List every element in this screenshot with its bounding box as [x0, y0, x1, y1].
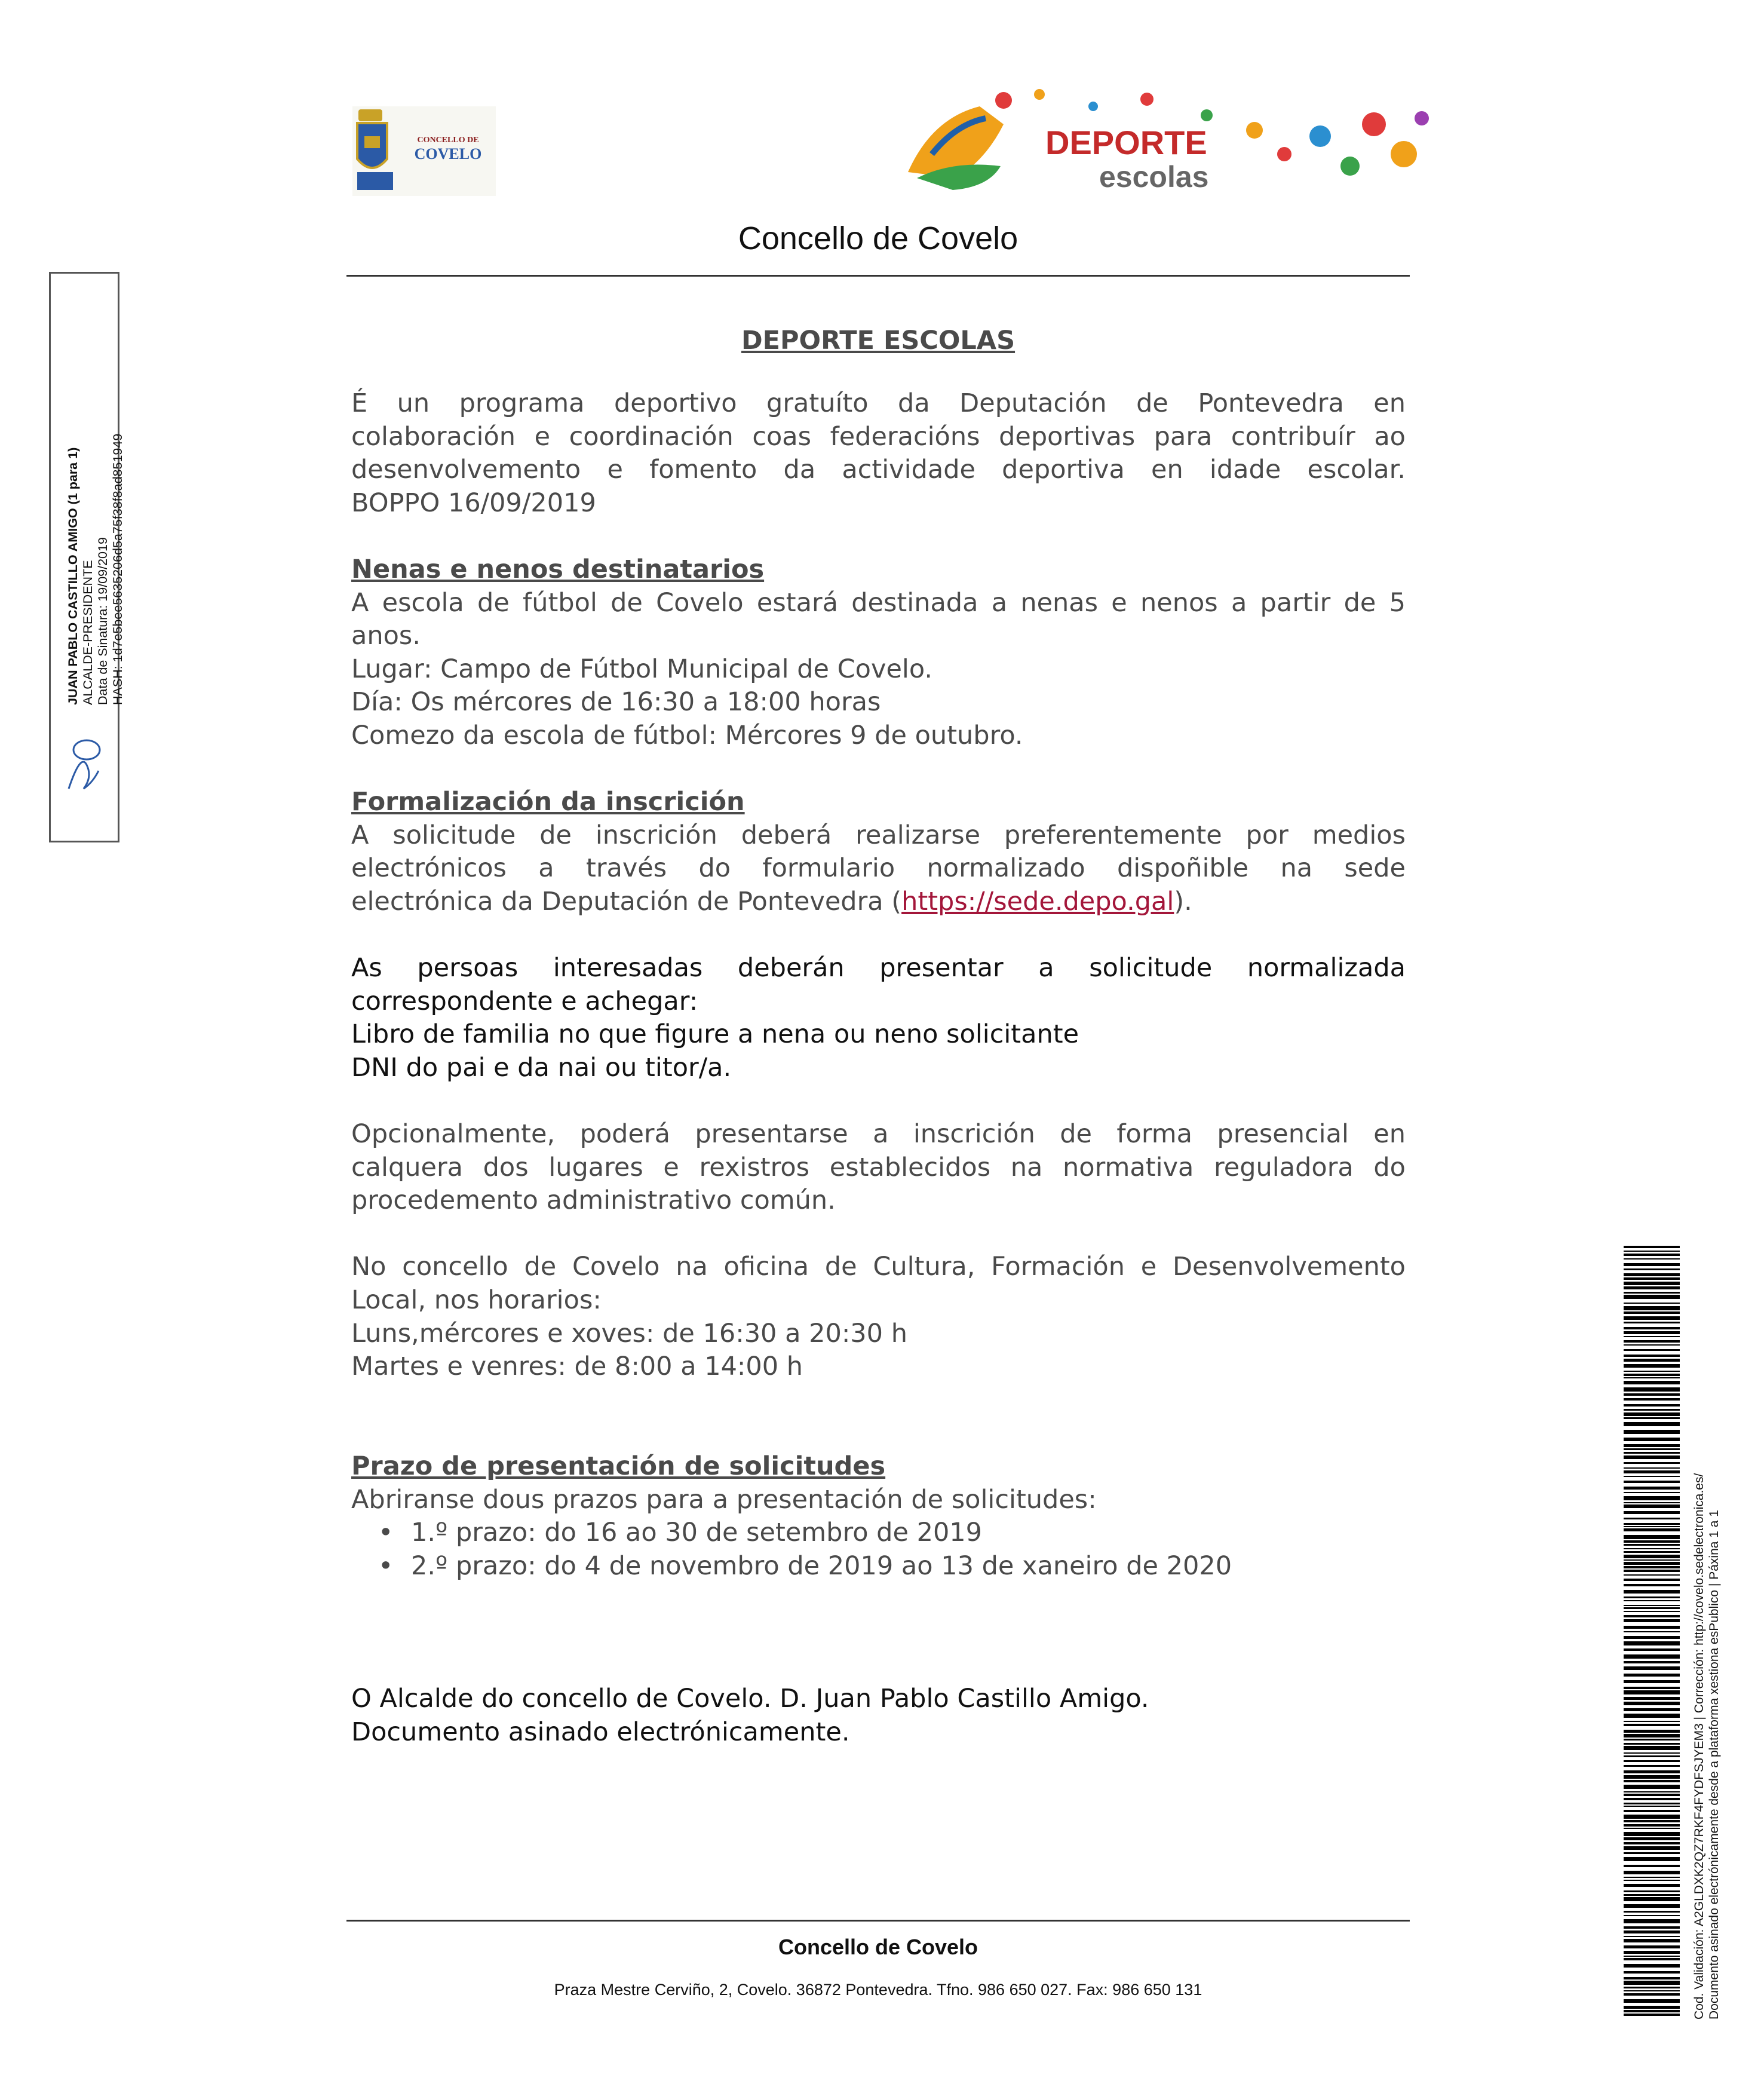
- barcode-bar: [1624, 1555, 1680, 1558]
- attach-line: correspondente e achegar:: [351, 986, 698, 1016]
- barcode-bar: [1624, 1730, 1680, 1733]
- barcode-bar: [1624, 1852, 1680, 1854]
- barcode-bar: [1624, 1579, 1680, 1581]
- barcode-bar: [1624, 1409, 1680, 1411]
- footer-title: Concello de Covelo: [778, 1935, 978, 1959]
- barcode-bar: [1624, 1535, 1680, 1539]
- barcode-bar: [1624, 1523, 1680, 1525]
- barcode-bar: [1624, 1611, 1680, 1612]
- attach-line: Libro de familia no que figure a nena ou neno solicitante: [351, 1019, 1079, 1050]
- document-body: [351, 387, 1406, 1749]
- closing-line: O Alcalde do concello de Covelo. D. Juan Pablo Castillo Amigo.: [351, 1684, 1149, 1714]
- registration-prefix: electrónica da Deputación de Pontevedra (: [351, 886, 902, 917]
- barcode-bar: [1624, 1894, 1680, 1896]
- barcode-bar: [1624, 1626, 1680, 1629]
- barcode-bar: [1624, 1371, 1680, 1372]
- barcode-bar: [1624, 1641, 1680, 1645]
- validation-platform: Documento asinado electrónicamente desde a plataforma xestiona esPublico | Páxina 1 a 1: [1707, 1510, 1721, 2020]
- barcode-bar: [1624, 1743, 1680, 1745]
- barcode-bar: [1624, 2014, 1680, 2016]
- barcode-bar: [1624, 1562, 1680, 1565]
- registration-suffix: ).: [1174, 886, 1192, 917]
- barcode-bar: [1624, 1661, 1680, 1663]
- barcode-bar: [1624, 1680, 1680, 1683]
- barcode-bar: [1624, 1381, 1680, 1384]
- barcode-bar: [1624, 1359, 1680, 1362]
- barcode-bar: [1624, 1295, 1680, 1299]
- barcode-bar: [1624, 1570, 1680, 1572]
- recipients-heading: Nenas e nenos destinatarios: [351, 554, 765, 584]
- deadline-item: • 2.º prazo: do 4 de novembro de 2019 ao 13 de xaneiro de 2020: [378, 1550, 1406, 1583]
- barcode-bar: [1624, 1915, 1680, 1916]
- barcode-bar: [1624, 1930, 1680, 1933]
- barcode-bar: [1624, 1331, 1680, 1334]
- barcode-bar: [1624, 1518, 1680, 1519]
- header-divider: [346, 275, 1410, 277]
- barcode-bar: [1624, 1926, 1680, 1929]
- barcode-bar: [1624, 1619, 1680, 1622]
- barcode-bar: [1624, 1422, 1680, 1426]
- barcode-bar: [1624, 1636, 1680, 1639]
- barcode-bar: [1624, 1292, 1680, 1294]
- registration-heading: Formalización da inscrición: [351, 787, 745, 817]
- barcode-bar: [1624, 1803, 1680, 1804]
- intro-line: desenvolvemento e fomento da actividade deportiva en idade escolar.: [351, 455, 1406, 485]
- barcode-bar: [1624, 1417, 1680, 1419]
- office-line: Local, nos horarios:: [351, 1285, 602, 1316]
- barcode-bar: [1624, 1987, 1680, 1988]
- registration-line: [351, 885, 1406, 919]
- barcode-bar: [1624, 1936, 1680, 1937]
- barcode-bar: [1624, 1344, 1680, 1346]
- barcode-bar: [1624, 1566, 1680, 1568]
- footer-address: Praza Mestre Cerviño, 2, Covelo. 36872 Pontevedra. Tfno. 986 650 027. Fax: 986 650 131: [554, 1981, 1202, 1999]
- barcode-bar: [1624, 1544, 1680, 1546]
- signature-text: [66, 382, 137, 705]
- barcode-bar: [1624, 1462, 1680, 1464]
- intro-paragraph: [351, 387, 1406, 520]
- barcode-bar: [1624, 1438, 1680, 1441]
- validation-code: Cod. Validación: A2GLDXK2QZ7RKF4FYDFSJYEM3 | Corrección: http://covelo.sedelectronica.es/: [1692, 1473, 1706, 2020]
- barcode-bar: [1624, 1584, 1680, 1586]
- barcode-bar: [1624, 1374, 1680, 1376]
- barcode-bar: [1624, 1574, 1680, 1576]
- intro-line: É un programa deportivo gratuíto da Deputación de Pontevedra en: [351, 388, 1406, 418]
- barcode-bar: [1624, 2006, 1680, 2009]
- barcode-bar: [1624, 1387, 1680, 1392]
- barcode-bar: [1624, 1526, 1680, 1527]
- barcode-bar: [1624, 1600, 1680, 1601]
- signer-name: JUAN PABLO CASTILLO AMIGO (1 para 1): [66, 447, 80, 705]
- barcode-bar: [1624, 1605, 1680, 1606]
- barcode-bar: [1624, 1430, 1680, 1434]
- svg-text:COVELO: COVELO: [414, 145, 482, 163]
- barcode-bar: [1624, 1282, 1680, 1285]
- intro-line: colaboración e coordinación coas federacións deportivas para contribuír ao: [351, 421, 1406, 452]
- signature-date: Data de Sinatura: 19/09/2019: [96, 537, 110, 705]
- barcode-bar: [1624, 1880, 1680, 1881]
- barcode-bar: [1624, 1919, 1680, 1923]
- document-heading: DEPORTE ESCOLAS: [741, 326, 1016, 356]
- barcode-bar: [1624, 1364, 1680, 1368]
- barcode-bar: [1624, 1971, 1680, 1974]
- office-line: Luns,mércores e xoves: de 16:30 a 20:30 h: [351, 1318, 907, 1349]
- barcode-bar: [1624, 1857, 1680, 1861]
- barcode-bar: [1624, 1990, 1680, 1991]
- barcode-bar: [1624, 1770, 1680, 1773]
- barcode-bar: [1624, 1286, 1680, 1289]
- barcode-bar: [1624, 1904, 1680, 1908]
- barcode-bar: [1624, 1311, 1680, 1314]
- barcode-bar: [1624, 1828, 1680, 1829]
- barcode-bar: [1624, 1615, 1680, 1617]
- sede-link[interactable]: https://sede.depo.gal: [901, 886, 1174, 917]
- registration-line: A solicitude de inscrición deberá realizarse preferentemente por medios: [351, 820, 1406, 850]
- barcode-bar: [1624, 1467, 1680, 1469]
- barcode-bar: [1624, 1702, 1680, 1705]
- barcode-bar: [1624, 1596, 1680, 1598]
- barcode-bar: [1624, 1559, 1680, 1561]
- barcode-bar: [1624, 1780, 1680, 1782]
- barcode: [1624, 1246, 1680, 2017]
- barcode-bar: [1624, 1481, 1680, 1483]
- barcode-bar: [1624, 1791, 1680, 1792]
- recipients-line: Lugar: Campo de Fútbol Municipal de Covelo.: [351, 654, 933, 684]
- barcode-bar: [1624, 1258, 1680, 1260]
- barcode-bar: [1624, 1846, 1680, 1850]
- barcode-bar: [1624, 1666, 1680, 1670]
- footer-divider: [346, 1920, 1410, 1922]
- deporte-escolas-logo: [896, 82, 1440, 202]
- barcode-bar: [1624, 1690, 1680, 1694]
- barcode-bar: [1624, 1551, 1680, 1553]
- barcode-bar: [1624, 1752, 1680, 1754]
- barcode-bar: [1624, 1837, 1680, 1840]
- barcode-bar: [1624, 1993, 1680, 1996]
- deadline-item: • 1.º prazo: do 16 ao 30 de setembro de 2019: [378, 1516, 1406, 1550]
- barcode-bar: [1624, 1340, 1680, 1343]
- barcode-bar: [1624, 1412, 1680, 1416]
- barcode-bar: [1624, 1977, 1680, 1979]
- barcode-bar: [1624, 1306, 1680, 1310]
- deadlines-heading: Prazo de presentación de solicitudes: [351, 1451, 886, 1481]
- header-title: Concello de Covelo: [738, 220, 1018, 256]
- barcode-bar: [1624, 1877, 1680, 1878]
- barcode-bar: [1624, 1775, 1680, 1779]
- barcode-bar: [1624, 1755, 1680, 1757]
- barcode-bar: [1624, 1760, 1680, 1762]
- barcode-bar: [1624, 1268, 1680, 1270]
- barcode-bar: [1624, 1336, 1680, 1337]
- barcode-bar: [1624, 1806, 1680, 1807]
- barcode-bar: [1624, 1951, 1680, 1954]
- office-line: No concello de Covelo na oficina de Cultura, Formación e Desenvolvemento: [351, 1252, 1406, 1282]
- barcode-bar: [1624, 1820, 1680, 1822]
- barcode-bar: [1624, 1303, 1680, 1304]
- optional-line: Opcionalmente, poderá presentarse a inscrición de forma presencial en: [351, 1119, 1406, 1150]
- barcode-bar: [1624, 1316, 1680, 1320]
- signer-role: ALCALDE-PRESIDENTE: [81, 560, 95, 705]
- barcode-bar: [1624, 1734, 1680, 1738]
- signature-stamp-icon: [63, 732, 105, 798]
- barcode-bar: [1624, 1724, 1680, 1726]
- barcode-bar: [1624, 1263, 1680, 1266]
- barcode-bar: [1624, 1865, 1680, 1867]
- barcode-bar: [1624, 1607, 1680, 1609]
- barcode-bar: [1624, 1810, 1680, 1812]
- recipients-line: A escola de fútbol de Covelo estará destinada a nenas e nenos a partir de 5: [351, 587, 1406, 618]
- barcode-bar: [1624, 1492, 1680, 1493]
- barcode-bar: [1624, 1455, 1680, 1459]
- barcode-bar: [1624, 1548, 1680, 1549]
- office-line: Martes e venres: de 8:00 a 14:00 h: [351, 1352, 803, 1382]
- signature-hash: HASH: 1d7e5bee5635206d5a75f38f8ad851949: [111, 433, 125, 705]
- barcode-bar: [1624, 1884, 1680, 1887]
- barcode-bar: [1624, 1452, 1680, 1454]
- barcode-bar: [1624, 1273, 1680, 1276]
- barcode-bar: [1624, 1794, 1680, 1796]
- barcode-bar: [1624, 2010, 1680, 2012]
- svg-text:CONCELLO DE: CONCELLO DE: [417, 136, 479, 145]
- recipients-line: anos.: [351, 621, 421, 651]
- barcode-bar: [1624, 1890, 1680, 1892]
- barcode-bar: [1624, 1785, 1680, 1789]
- barcode-bar: [1624, 1815, 1680, 1819]
- optional-line: calquera dos lugares e rexistros establecidos na normativa reguladora do: [351, 1152, 1406, 1182]
- closing-line: Documento asinado electrónicamente.: [351, 1717, 850, 1747]
- barcode-bar: [1624, 1277, 1680, 1280]
- barcode-bar: [1624, 1540, 1680, 1543]
- barcode-bar: [1624, 1721, 1680, 1722]
- barcode-bar: [1624, 1254, 1680, 1256]
- barcode-bar: [1624, 1674, 1680, 1677]
- barcode-bar: [1624, 1956, 1680, 1957]
- barcode-bar: [1624, 1398, 1680, 1401]
- optional-line: procedemento administrativo común.: [351, 1185, 836, 1216]
- barcode-bar: [1624, 1765, 1680, 1767]
- concello-covelo-logo: [352, 106, 496, 196]
- barcode-bar: [1624, 1448, 1680, 1450]
- barcode-bar: [1624, 1251, 1680, 1252]
- barcode-bar: [1624, 1798, 1680, 1800]
- barcode-bar: [1624, 1590, 1680, 1594]
- attach-line: As persoas interesadas deberán presentar a solicitude normalizada: [351, 953, 1406, 983]
- barcode-bar: [1624, 1349, 1680, 1351]
- barcode-bar: [1624, 1393, 1680, 1396]
- barcode-bar: [1624, 1355, 1680, 1357]
- recipients-line: Día: Os mércores de 16:30 a 18:00 horas: [351, 687, 881, 718]
- barcode-bar: [1624, 1444, 1680, 1447]
- barcode-bar: [1624, 1897, 1680, 1901]
- intro-line: BOPPO 16/09/2019: [351, 488, 596, 518]
- barcode-bar: [1624, 1964, 1680, 1968]
- svg-text:escolas: escolas: [1099, 160, 1209, 194]
- barcode-bar: [1624, 1999, 1680, 2003]
- barcode-bar: [1624, 1945, 1680, 1948]
- barcode-bar: [1624, 1327, 1680, 1329]
- barcode-bar: [1624, 1377, 1680, 1378]
- barcode-bar: [1624, 1504, 1680, 1508]
- barcode-bar: [1624, 1939, 1680, 1942]
- barcode-bar: [1624, 1981, 1680, 1985]
- barcode-bar: [1624, 1654, 1680, 1659]
- validation-text: [1692, 1398, 1722, 2020]
- barcode-bar: [1624, 1824, 1680, 1827]
- deadlines-intro: Abriranse dous prazos para a presentación de solicitudes:: [351, 1484, 1097, 1515]
- barcode-bar: [1624, 1871, 1680, 1874]
- svg-text:DEPORTE: DEPORTE: [1045, 124, 1207, 161]
- barcode-bar: [1624, 1714, 1680, 1718]
- barcode-bar: [1624, 1246, 1680, 1248]
- deadlines-list: [351, 1516, 1406, 1583]
- barcode-bar: [1624, 1697, 1680, 1700]
- barcode-bar: [1624, 1842, 1680, 1844]
- barcode-bar: [1624, 1476, 1680, 1477]
- barcode-bar: [1624, 1496, 1680, 1500]
- barcode-bar: [1624, 1404, 1680, 1406]
- barcode-bar: [1624, 1739, 1680, 1740]
- barcode-bar: [1624, 1631, 1680, 1632]
- barcode-bar: [1624, 1487, 1680, 1490]
- recipients-line: Comezo da escola de fútbol: Mércores 9 de outubro.: [351, 720, 1023, 750]
- barcode-bar: [1624, 1708, 1680, 1711]
- barcode-bar: [1624, 1687, 1680, 1689]
- attach-line: DNI do pai e da nai ou titor/a.: [351, 1052, 732, 1083]
- barcode-bar: [1624, 1511, 1680, 1514]
- barcode-bar: [1624, 1648, 1680, 1651]
- registration-line: electrónicos a través do formulario normalizado dispoñible na sede: [351, 853, 1406, 884]
- barcode-bar: [1624, 1528, 1680, 1531]
- barcode-bar: [1624, 1470, 1680, 1473]
- barcode-bar: [1624, 1911, 1680, 1913]
- barcode-bar: [1624, 1322, 1680, 1323]
- barcode-bar: [1624, 1958, 1680, 1960]
- barcode-bar: [1624, 1832, 1680, 1836]
- barcode-bar: [1624, 1502, 1680, 1503]
- barcode-bar: [1624, 1746, 1680, 1750]
